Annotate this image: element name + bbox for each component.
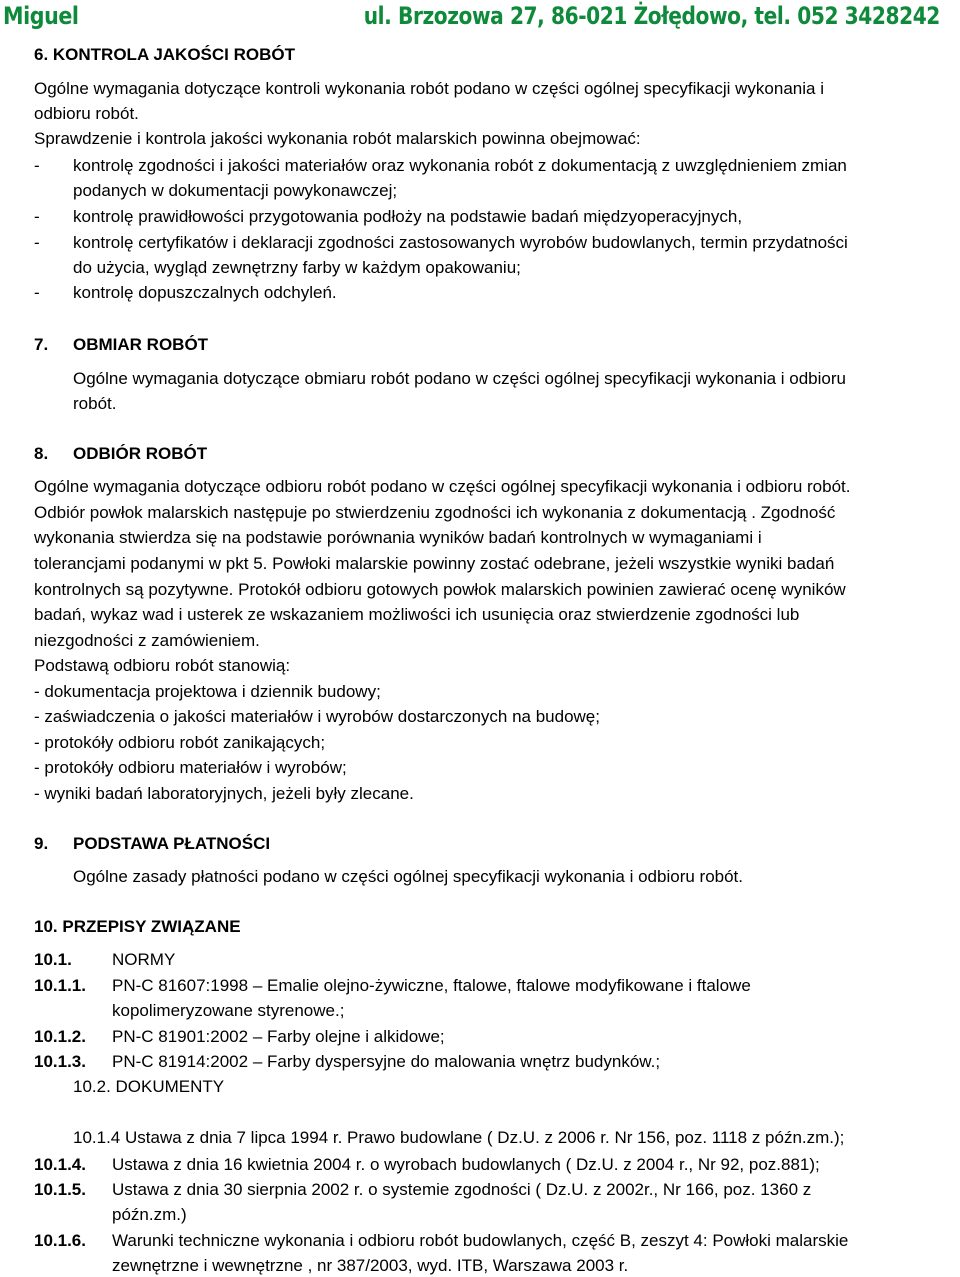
bullet-dash: - (34, 156, 40, 175)
company-address: ul. Brzozowa 27, 86-021 Żołędowo, tel. 052 3428242 (363, 2, 940, 30)
bullet-item: kontrolę certyfikatów i deklaracji zgodności zastosowanych wyrobów budowlanych, termin przydatności (73, 233, 848, 252)
section-9-number: 9. (34, 834, 49, 853)
page-header (0, 2, 960, 38)
section-6-paragraph: odbioru robót. (34, 104, 139, 123)
norm-item: PN-C 81914:2002 – Farby dyspersyjne do malowania wnętrz budynków.; (112, 1052, 661, 1071)
bullet-item: kontrolę prawidłowości przygotowania podłoży na podstawie badań międzyoperacyjnych, (73, 207, 743, 226)
document-item: Ustawa z dnia 30 sierpnia 2002 r. o systemie zgodności ( Dz.U. z 2002r., Nr 166, poz. 1360 z (112, 1180, 812, 1199)
section-6-intro: Sprawdzenie i kontrola jakości wykonania robót malarskich powinna obejmować: (34, 129, 641, 148)
bullet-item: do użycia, wygląd zewnętrzny farby w każdym opakowaniu; (73, 258, 521, 277)
bullet-dash: - (34, 207, 40, 226)
bullet-dash: - (34, 233, 40, 252)
norm-item: PN-C 81901:2002 – Farby olejne i alkidowe; (112, 1027, 445, 1046)
section-8-line: badań, wykaz wad i usterek ze wskazaniem możliwości ich usunięcia oraz stwierdzenie zgodności lub (34, 605, 800, 624)
section-8-line: Ogólne wymagania dotyczące odbioru robót podano w części ogólnej specyfikacji wykonania i odbioru robót. (34, 477, 851, 496)
section-9-paragraph: Ogólne zasady płatności podano w części ogólnej specyfikacji wykonania i odbioru robót. (73, 867, 743, 886)
document-number: 10.1.4. (34, 1155, 86, 1174)
norm-item: kopolimeryzowane styrenowe.; (112, 1001, 345, 1020)
section-8-line: tolerancjami podanymi w pkt 5. Powłoki malarskie powinny zostać odebrane, jeżeli wszystkie wyniki badań (34, 554, 835, 573)
document-number: 10.1.5. (34, 1180, 86, 1199)
section-10-title: 10. PRZEPISY ZWIĄZANE (34, 917, 241, 936)
section-8-list-item: - protokóły odbioru robót zanikających; (34, 733, 326, 752)
section-6-paragraph: Ogólne wymagania dotyczące kontroli wykonania robót podano w części ogólnej specyfikacji wykonania i (34, 79, 824, 98)
norm-number: 10.1.2. (34, 1027, 86, 1046)
section-7-number: 7. (34, 335, 49, 354)
section-8-title: ODBIÓR ROBÓT (73, 444, 208, 463)
section-8-line: kontrolnych są pozytywne. Protokół odbioru gotowych powłok malarskich powinien zawierać ocenę wyników (34, 580, 846, 599)
company-name: Miguel (3, 2, 79, 30)
section-8-list-item: - wyniki badań laboratoryjnych, jeżeli były zlecane. (34, 784, 414, 803)
norm-number: 10.1. (34, 950, 72, 969)
documents-heading: 10.2. DOKUMENTY (73, 1077, 225, 1096)
bullet-item: kontrolę zgodności i jakości materiałów oraz wykonania robót z dokumentacją z uwzględnieniem zmian (73, 156, 847, 175)
document-number: 10.1.6. (34, 1231, 86, 1250)
norm-heading: NORMY (112, 950, 176, 969)
section-8-line: Odbiór powłok malarskich następuje po stwierdzeniu zgodności ich wykonania z dokumentacją . Zgodność (34, 503, 836, 522)
norm-number: 10.1.3. (34, 1052, 86, 1071)
section-9-title: PODSTAWA PŁATNOŚCI (73, 834, 271, 853)
section-8-number: 8. (34, 444, 49, 463)
document-item: późn.zm.) (112, 1205, 187, 1224)
section-8-list-item: - protokóły odbioru materiałów i wyrobów; (34, 758, 347, 777)
section-8-list-item: - zaświadczenia o jakości materiałów i wyrobów dostarczonych na budowę; (34, 707, 600, 726)
section-8-line: wykonania stwierdza się na podstawie porównania wyników badań kontrolnych w wymaganiami i (34, 528, 762, 547)
document-item: Warunki techniczne wykonania i odbioru robót budowlanych, część B, zeszyt 4: Powłoki malarskie (112, 1231, 849, 1250)
bullet-item: kontrolę dopuszczalnych odchyleń. (73, 283, 337, 302)
norm-number: 10.1.1. (34, 976, 86, 995)
section-7-title: OBMIAR ROBÓT (73, 335, 209, 354)
section-8-line: niezgodności z zamówieniem. (34, 631, 260, 650)
norm-item: PN-C 81607:1998 – Emalie olejno-żywiczne, ftalowe, ftalowe modyfikowane i ftalowe (112, 976, 751, 995)
section-8-list-item: - dokumentacja projektowa i dziennik budowy; (34, 682, 381, 701)
section-7-paragraph: robót. (73, 394, 117, 413)
section-6-title: 6. KONTROLA JAKOŚCI ROBÓT (34, 45, 295, 64)
section-8-line: Podstawą odbioru robót stanowią: (34, 656, 291, 675)
section-7-paragraph: Ogólne wymagania dotyczące obmiaru robót podano w części ogólnej specyfikacji wykonania i odbioru (73, 369, 846, 388)
bullet-item: podanych w dokumentacji powykonawczej; (73, 181, 398, 200)
document-item: 10.1.4 Ustawa z dnia 7 lipca 1994 r. Prawo budowlane ( Dz.U. z 2006 r. Nr 156, poz. 1118 z późn.zm.); (73, 1128, 845, 1147)
document-item: Ustawa z dnia 16 kwietnia 2004 r. o wyrobach budowlanych ( Dz.U. z 2004 r., Nr 92, poz.881); (112, 1155, 820, 1174)
bullet-dash: - (34, 283, 40, 302)
document-item: zewnętrzne i wewnętrzne , nr 387/2003, wyd. ITB, Warszawa 2003 r. (112, 1256, 629, 1275)
